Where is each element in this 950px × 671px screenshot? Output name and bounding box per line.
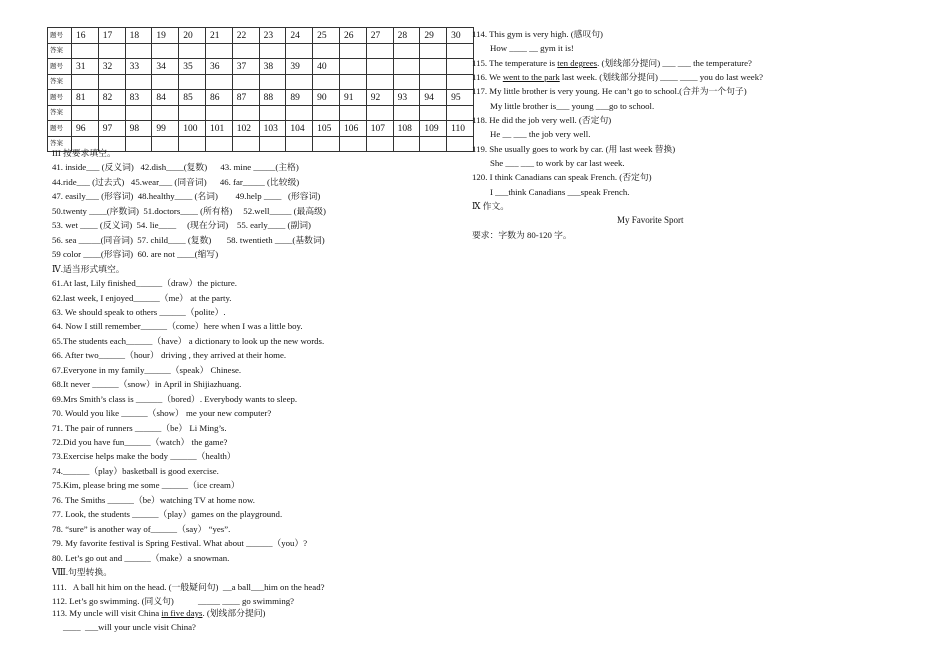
left-text-line: Ⅷ.句型转换。 (52, 567, 113, 578)
answer-cell[interactable] (420, 137, 447, 152)
left-text-line: 72.Did you have fun______（watch） the game? (52, 437, 228, 447)
answer-cell[interactable] (232, 44, 259, 59)
question-118: 118. He did the job very well. (否定句) (472, 115, 612, 125)
question-number-cell: 17 (98, 28, 125, 44)
left-text-line: 50.twenty ____(序数词) 51.doctors____ (所有格) 52.well_____ (最高级) (52, 205, 326, 216)
left-text-line: 75.Kim, please bring me some ______（ice cream） (52, 480, 240, 491)
question-number-cell: 81 (72, 90, 99, 106)
question-number-cell: 38 (259, 59, 286, 75)
answer-cell[interactable] (447, 75, 474, 90)
question-number-cell: 97 (98, 121, 125, 137)
question-120: 120. I think Canadians can speak French. (否定句) (472, 172, 652, 182)
answer-cell[interactable] (125, 75, 152, 90)
answer-cell[interactable] (179, 106, 206, 121)
question-number-row (48, 28, 474, 44)
question-number-cell: 22 (232, 28, 259, 44)
row-label: 题号 (48, 90, 72, 106)
row-label: 答案 (48, 137, 72, 152)
essay-title: My Favorite Sport (617, 215, 684, 225)
left-text-line: 79. My favorite festival is Spring Festival. What about ______（you）? (52, 538, 308, 549)
answer-cell[interactable] (313, 75, 340, 90)
question-number-cell: 95 (447, 90, 474, 106)
question-number-cell: 29 (420, 28, 447, 44)
left-text-line: 71. The pair of runners ______（be） Li Ming’s. (52, 422, 227, 433)
answer-cell[interactable] (286, 75, 313, 90)
answer-cell[interactable] (339, 106, 366, 121)
left-text-line: 69.Mrs Smith’s class is ______（bored）. Everybody wants to sleep. (52, 393, 298, 404)
question-number-cell: 107 (366, 121, 393, 137)
left-text-line: 80. Let’s go out and ______（make）a snowman. (52, 552, 230, 563)
question-115: 115. The temperature is ten degrees. (划线部分提问) ___ ___ the temperature? (472, 58, 752, 68)
answer-cell[interactable] (125, 106, 152, 121)
question-number-row (48, 90, 474, 106)
answer-cell[interactable] (152, 75, 179, 90)
question-114: 114. This gym is very high. (感叹句) (472, 29, 603, 39)
left-text-line: 47. easily___ (形容词) 48.healthy____ (名词) 49.help ____ (形容词) (52, 191, 321, 202)
question-number-cell: 87 (232, 90, 259, 106)
answer-cell[interactable] (339, 137, 366, 152)
answer-cell[interactable] (98, 44, 125, 59)
question-number-cell: 33 (125, 59, 152, 75)
question-number-cell: 109 (420, 121, 447, 137)
answer-row (48, 75, 474, 90)
left-text-line: 59 color ____(形容词) 60. are not ____(缩写) (52, 249, 219, 260)
answer-cell[interactable] (205, 44, 232, 59)
question-number-cell: 103 (259, 121, 286, 137)
question-number-cell: 37 (232, 59, 259, 75)
question-120-answer: I ___think Canadians ___speak French. (490, 187, 630, 197)
left-text-line: 62.last week, I enjoyed______（me） at the party. (52, 292, 232, 303)
left-text-line: 68.It never ______（snow）in April in Shijiazhuang. (52, 379, 242, 390)
answer-cell[interactable] (313, 106, 340, 121)
question-number-cell: 25 (313, 28, 340, 44)
answer-cell[interactable] (72, 106, 99, 121)
answer-cell[interactable] (232, 106, 259, 121)
question-number-cell: 85 (179, 90, 206, 106)
question-number-cell: 21 (205, 28, 232, 44)
question-number-cell: 40 (313, 59, 340, 75)
left-text-line: 56. sea _____(同音词) 57. child____ (复数) 58. twentieth ____(基数词) (52, 234, 325, 245)
answer-row (48, 44, 474, 59)
question-number-cell: 101 (205, 121, 232, 137)
question-number-cell: 83 (125, 90, 152, 106)
answer-cell[interactable] (152, 106, 179, 121)
left-text-line: 112. Let’s go swimming. (同义句) _____ ____ go swimming? (52, 595, 295, 606)
question-number-cell: 96 (72, 121, 99, 137)
row-label: 题号 (48, 59, 72, 75)
question-number-cell: 82 (98, 90, 125, 106)
answer-cell[interactable] (447, 44, 474, 59)
question-number-cell: 88 (259, 90, 286, 106)
row-label: 答案 (48, 75, 72, 90)
answer-cell[interactable] (420, 75, 447, 90)
essay-requirement: 要求：字数为 80-120 字。 (472, 230, 572, 240)
left-text-line: 111. A ball hit him on the head. (一般疑问句) __a ball___him on the head? (52, 581, 325, 592)
question-number-cell: 104 (286, 121, 313, 137)
question-117-answer: My little brother is___ young ___go to school. (490, 101, 655, 111)
question-number-cell: 34 (152, 59, 179, 75)
answer-cell[interactable] (366, 106, 393, 121)
question-number-cell: 86 (205, 90, 232, 106)
answer-cell[interactable] (179, 75, 206, 90)
question-number-cell: 30 (447, 28, 474, 44)
answer-cell[interactable] (232, 75, 259, 90)
answer-cell[interactable] (286, 137, 313, 152)
question-number-row (48, 121, 474, 137)
question-number-cell: 27 (366, 28, 393, 44)
question-119: 119. She usually goes to work by car. (用 last week 替换) (472, 144, 676, 154)
question-number-cell: 99 (152, 121, 179, 137)
answer-cell[interactable] (447, 106, 474, 121)
answer-cell[interactable] (205, 106, 232, 121)
question-number-cell: 32 (98, 59, 125, 75)
question-number-cell: 39 (286, 59, 313, 75)
left-text-line: 41. inside___ (反义词) 42.dish____(复数) 43. mine _____(主格) (52, 162, 299, 173)
left-text-line: 77. Look, the students ______（play）games on the playground. (52, 509, 283, 520)
left-text-line: 61.At last, Lily finished______（draw）the picture. (52, 278, 237, 289)
answer-cell[interactable] (313, 137, 340, 152)
question-number-cell: 35 (179, 59, 206, 75)
left-text-line: 67.Everyone in my family______（speak） Chinese. (52, 364, 242, 375)
answer-cell[interactable] (125, 44, 152, 59)
question-number-cell: 90 (313, 90, 340, 106)
question-number-cell: 89 (286, 90, 313, 106)
left-text-line: 44.ride___ (过去式) 45.wear___ (同音词) 46. far_____ (比较级) (52, 176, 300, 187)
question-number-cell: 16 (72, 28, 99, 44)
answer-cell[interactable] (125, 137, 152, 152)
question-114-answer: How ____ __ gym it is! (490, 43, 574, 53)
question-number-cell: 23 (259, 28, 286, 44)
question-number-cell: 20 (179, 28, 206, 44)
answer-cell[interactable] (232, 137, 259, 152)
row-label: 答案 (48, 44, 72, 59)
answer-cell[interactable] (447, 137, 474, 152)
left-text-line: 78. “sure” is another way of______（say） “yes”. (52, 523, 231, 534)
question-number-cell: 98 (125, 121, 152, 137)
question-113: 113. My uncle will visit China in five days. (划线部分提问) (52, 608, 266, 618)
left-text-line: 65.The students each______（have） a dictionary to look up the new words. (52, 335, 325, 346)
left-text-line: 53. wet ____ (反义词) 54. lie____ (现在分词) 55. early____ (副词) (52, 220, 311, 231)
answer-cell[interactable] (205, 137, 232, 152)
question-number-cell: 94 (420, 90, 447, 106)
answer-cell[interactable] (420, 106, 447, 121)
question-number-cell: 28 (393, 28, 420, 44)
left-text-line: 70. Would you like ______（show） me your new computer? (52, 408, 272, 419)
question-118-answer: He __ ___ the job very well. (490, 129, 591, 139)
answer-cell[interactable] (98, 106, 125, 121)
question-number-cell: 106 (339, 121, 366, 137)
answer-cell[interactable] (72, 44, 99, 59)
answer-cell[interactable] (286, 106, 313, 121)
answer-cell[interactable] (259, 137, 286, 152)
answer-cell[interactable] (339, 44, 366, 59)
answer-cell[interactable] (152, 44, 179, 59)
question-number-cell (420, 59, 447, 75)
answer-cell[interactable] (179, 44, 206, 59)
question-113-answer: ____ ___will your uncle visit China? (52, 622, 196, 632)
answer-cell[interactable] (152, 137, 179, 152)
question-117: 117. My little brother is very young. He can’t go to school.(合并为一个句子) (472, 86, 747, 96)
answer-cell[interactable] (393, 75, 420, 90)
left-text-line: 74.______（play）basketball is good exercise. (52, 465, 219, 476)
question-number-cell: 108 (393, 121, 420, 137)
question-number-cell: 24 (286, 28, 313, 44)
left-text-line: 66. After two______（hour） driving , they arrived at their home. (52, 350, 287, 361)
question-number-cell (366, 59, 393, 75)
question-number-cell: 36 (205, 59, 232, 75)
question-number-cell: 91 (339, 90, 366, 106)
answer-cell[interactable] (339, 75, 366, 90)
question-number-cell (447, 59, 474, 75)
section-heading-essay: Ⅸ 作文。 (472, 201, 510, 211)
answer-cell[interactable] (98, 75, 125, 90)
question-119-answer: She ___ ___ to work by car last week. (490, 158, 625, 168)
question-number-cell: 18 (125, 28, 152, 44)
question-number-cell: 100 (179, 121, 206, 137)
row-label: 题号 (48, 28, 72, 44)
question-number-cell: 31 (72, 59, 99, 75)
question-number-cell: 93 (393, 90, 420, 106)
answer-cell[interactable] (313, 44, 340, 59)
answer-cell[interactable] (259, 44, 286, 59)
answer-cell[interactable] (366, 137, 393, 152)
answer-cell[interactable] (393, 137, 420, 152)
answer-cell[interactable] (366, 44, 393, 59)
answer-cell[interactable] (286, 44, 313, 59)
answer-cell[interactable] (393, 106, 420, 121)
question-number-cell: 26 (339, 28, 366, 44)
answer-cell[interactable] (393, 44, 420, 59)
question-number-cell: 19 (152, 28, 179, 44)
answer-cell[interactable] (259, 106, 286, 121)
question-number-cell: 110 (447, 121, 474, 137)
left-text-line: III 按要求填空。 (52, 148, 116, 158)
left-text-line: 76. The Smiths ______（be）watching TV at home now. (52, 494, 255, 505)
answer-sheet-table (47, 27, 474, 152)
row-label: 答案 (48, 106, 72, 121)
question-number-cell (339, 59, 366, 75)
question-number-cell: 105 (313, 121, 340, 137)
question-number-cell: 84 (152, 90, 179, 106)
question-number-row (48, 59, 474, 75)
question-116: 116. We went to the park last week. (划线部分提问) ____ ____ you do last week? (472, 72, 764, 82)
answer-cell[interactable] (179, 137, 206, 152)
answer-cell[interactable] (72, 75, 99, 90)
answer-row (48, 106, 474, 121)
answer-cell[interactable] (420, 44, 447, 59)
left-text-line: Ⅳ.适当形式填空。 (52, 263, 125, 274)
question-number-cell: 102 (232, 121, 259, 137)
answer-cell[interactable] (259, 75, 286, 90)
row-label: 题号 (48, 121, 72, 137)
question-number-cell: 92 (366, 90, 393, 106)
question-number-cell (393, 59, 420, 75)
left-text-line: 63. We should speak to others ______（polite）. (52, 306, 226, 317)
left-text-line: 64. Now I still remember______（come）here when I was a little boy. (52, 321, 303, 332)
answer-cell[interactable] (205, 75, 232, 90)
left-text-line: 73.Exercise helps make the body ______（health） (52, 451, 236, 462)
answer-cell[interactable] (366, 75, 393, 90)
